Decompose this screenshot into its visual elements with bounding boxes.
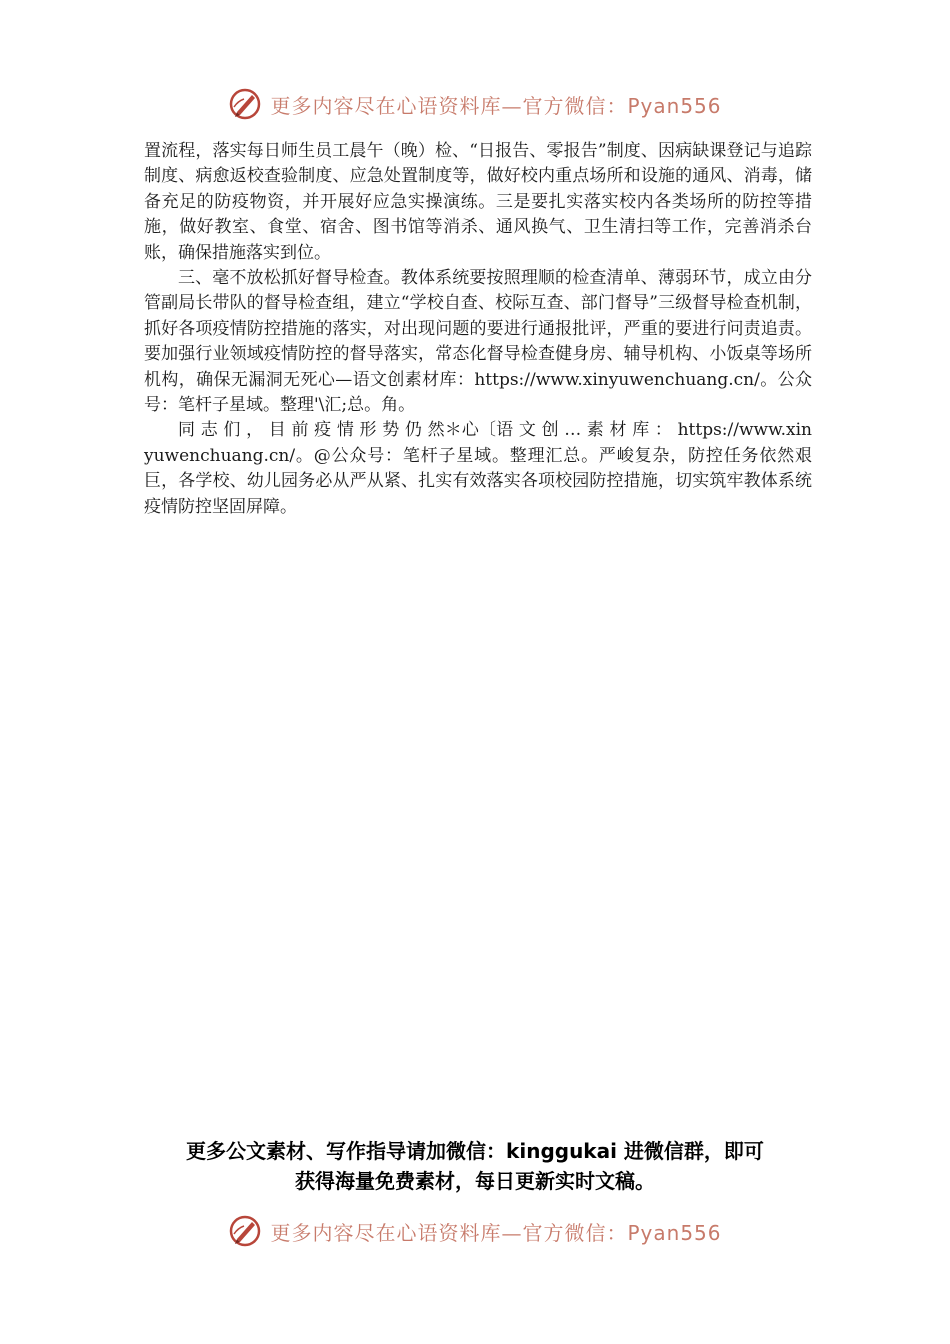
document-body bbox=[144, 139, 812, 520]
header-watermark bbox=[0, 84, 950, 124]
paragraph-1: 置流程，落实每日师生员工晨午（晚）检、“日报告、零报告”制度、因病缺课登记与追踪制度、病愈返校查验制度、应急处置制度等，做好校内重点场所和设施的通风、消毒，储备充足的防疫物资，并开展好应急实操演练。三是要扎实落实校内各类场所的防控等措施，做好教室、食堂、宿舍、图书馆等消杀、通风换气、卫生清扫等工作，完善消杀台账，确保措施落实到位。 bbox=[144, 141, 812, 263]
footer-promo-note bbox=[120, 1136, 830, 1196]
watermark-wechat-id: Pyan556 bbox=[627, 93, 722, 118]
watermark-wechat-id: Pyan556 bbox=[627, 1220, 722, 1245]
paragraph-2: 三、毫不放松抓好督导检查。教体系统要按照理顺的检查清单、薄弱环节，成立由分管副局长带队的督导检查组，建立“学校自查、校际互查、部门督导”三级督导检查机制，抓好各项疫情防控措施的落实，对出现问题的要进行通报批评，严重的要进行问责追责。要加强行业领域疫情防控的督导落实，常态化督导检查健身房、辅导机构、小饭桌等场所机构，确保无漏洞无死心—语文创素材库：https://www.xinyuwenchuang.cn/。公众号：笔杆子星域。整理'\汇;总。角。 bbox=[144, 268, 812, 416]
footer-watermark bbox=[0, 1211, 950, 1251]
footer-promo-line-1: 更多公文素材、写作指导请加微信：kinggukai 进微信群，即可 bbox=[186, 1139, 764, 1163]
watermark-text: 更多内容尽在心语资料库—官方微信：Pyan556 bbox=[270, 1220, 722, 1245]
watermark-text: 更多内容尽在心语资料库—官方微信：Pyan556 bbox=[270, 93, 722, 118]
paragraph-3: 同 志 们 ， 目 前 疫 情 形 势 仍 然＊心〔语 文 创 … 素 材 库 ： https://www.xinyuwenchuang.cn/。@公众号：笔杆子星域。整理汇总。严峻复杂，防控任务依然艰巨，各学校、幼儿园务必从严从紧、扎实有效落实各项校园防控措施，切实筑牢教体系统疫情防控坚固屏障。 bbox=[144, 420, 812, 517]
pen-logo-icon bbox=[228, 87, 262, 121]
footer-promo-line-2: 获得海量免费素材，每日更新实时文稿。 bbox=[295, 1169, 655, 1193]
pen-logo-icon bbox=[228, 1214, 262, 1248]
